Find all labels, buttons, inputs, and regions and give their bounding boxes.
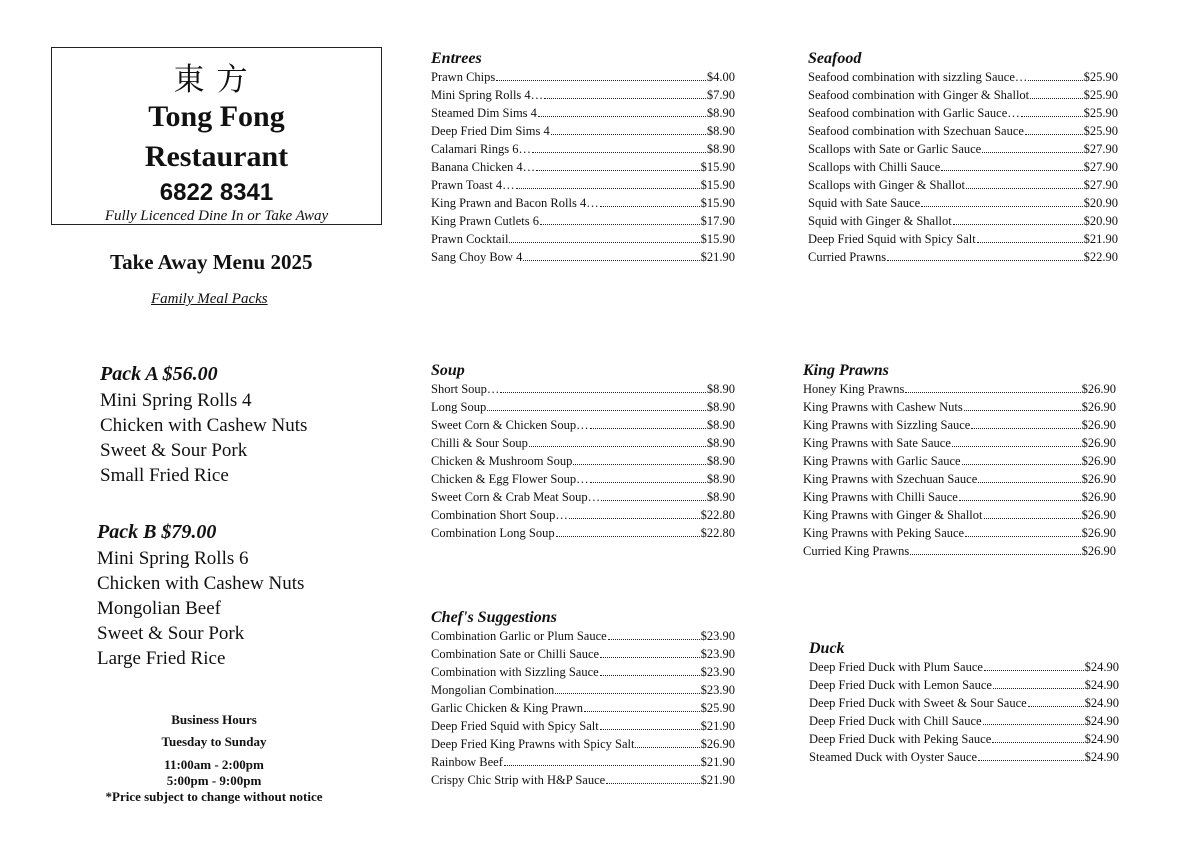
menu-item-price: $20.90 xyxy=(1083,196,1118,210)
menu-item-name: Chicken & Egg Flower Soup… xyxy=(431,472,589,486)
dot-leader xyxy=(977,242,1083,243)
menu-item-row xyxy=(431,106,735,124)
menu-item-row xyxy=(809,660,1119,678)
dot-leader xyxy=(964,410,1081,411)
dot-leader xyxy=(1028,80,1082,81)
menu-item-row xyxy=(808,106,1118,124)
dot-leader xyxy=(540,224,700,225)
pack-item: Large Fried Rice xyxy=(97,648,226,669)
menu-item-price: $24.90 xyxy=(1084,696,1119,710)
menu-item-price: $23.90 xyxy=(700,647,735,661)
menu-item-name: Mini Spring Rolls 4… xyxy=(431,88,544,102)
hours-heading: Business Hours xyxy=(171,712,257,727)
dot-leader xyxy=(600,657,700,658)
menu-item-row xyxy=(431,436,735,454)
dot-leader xyxy=(978,482,1080,483)
menu-item-row xyxy=(431,232,735,250)
menu-item-row xyxy=(431,88,735,106)
menu-item-name: Rainbow Beef xyxy=(431,755,503,769)
dot-leader xyxy=(971,428,1080,429)
dot-leader xyxy=(1025,134,1083,135)
menu-item-price: $25.90 xyxy=(700,701,735,715)
menu-item-name: Steamed Dim Sims 4 xyxy=(431,106,537,120)
menu-item-row xyxy=(808,232,1118,250)
dot-leader xyxy=(1028,706,1084,707)
dot-leader xyxy=(982,152,1082,153)
menu-item-row xyxy=(803,490,1116,508)
menu-item-price: $26.90 xyxy=(1081,454,1116,468)
dot-leader xyxy=(590,482,706,483)
dot-leader xyxy=(544,98,706,99)
menu-item-row xyxy=(431,178,735,196)
menu-item-row xyxy=(808,142,1118,160)
menu-item-price: $8.90 xyxy=(706,106,735,120)
menu-item-price: $26.90 xyxy=(1081,382,1116,396)
menu-item-name: Sang Choy Bow 4 xyxy=(431,250,523,264)
menu-item-price: $8.90 xyxy=(706,436,735,450)
menu-item-price: $23.90 xyxy=(700,665,735,679)
menu-item-name: King Prawns with Sate Sauce xyxy=(803,436,951,450)
dot-leader xyxy=(910,554,1080,555)
dot-leader xyxy=(941,170,1082,171)
menu-item-name: Combination with Sizzling Sauce xyxy=(431,665,599,679)
pack-item: Mongolian Beef xyxy=(97,598,222,619)
menu-item-price: $26.90 xyxy=(1081,526,1116,540)
dot-leader xyxy=(921,206,1082,207)
menu-item-row xyxy=(803,526,1116,544)
menu-item-name: Crispy Chic Strip with H&P Sauce xyxy=(431,773,606,787)
section-entrees xyxy=(431,50,735,268)
menu-item-price: $21.90 xyxy=(700,755,735,769)
dot-leader xyxy=(965,536,1081,537)
dot-leader xyxy=(538,116,706,117)
menu-item-price: $27.90 xyxy=(1083,160,1118,174)
menu-item-name: Banana Chicken 4… xyxy=(431,160,536,174)
menu-item-row xyxy=(431,250,735,268)
section-title: Entrees xyxy=(431,50,482,67)
menu-item-price: $7.90 xyxy=(706,88,735,102)
hours-lunch: 11:00am - 2:00pm xyxy=(164,757,264,772)
menu-item-row xyxy=(431,647,735,665)
tagline: Fully Licenced Dine In or Take Away xyxy=(104,208,329,224)
menu-item-row xyxy=(431,755,735,773)
menu-item-price: $26.90 xyxy=(1081,472,1116,486)
pack-item: Chicken with Cashew Nuts xyxy=(100,415,308,436)
phone-number: 6822 8341 xyxy=(159,179,274,206)
dot-leader xyxy=(590,428,706,429)
menu-item-price: $24.90 xyxy=(1084,714,1119,728)
menu-item-row xyxy=(431,418,735,436)
menu-item-price: $15.90 xyxy=(700,196,735,210)
dot-leader xyxy=(600,675,700,676)
menu-item-price: $21.90 xyxy=(1083,232,1118,246)
menu-item-price: $26.90 xyxy=(1081,544,1116,558)
menu-item-row xyxy=(431,773,735,791)
menu-item-price: $26.90 xyxy=(700,737,735,751)
dot-leader xyxy=(573,464,706,465)
menu-item-price: $24.90 xyxy=(1084,732,1119,746)
dot-leader xyxy=(606,783,699,784)
menu-item-row xyxy=(808,160,1118,178)
menu-item-name: Mongolian Combination xyxy=(431,683,555,697)
menu-item-name: Seafood combination with Szechuan Sauce xyxy=(808,124,1024,138)
menu-item-row xyxy=(431,400,735,418)
menu-item-name: King Prawns with Cashew Nuts xyxy=(803,400,963,414)
menu-item-price: $21.90 xyxy=(700,250,735,264)
menu-item-price: $25.90 xyxy=(1083,124,1118,138)
section-king-prawns xyxy=(803,362,1116,562)
section-soup xyxy=(431,362,735,544)
menu-item-row xyxy=(803,436,1116,454)
menu-item-name: Squid with Sate Sauce xyxy=(808,196,921,210)
menu-item-row xyxy=(809,750,1119,768)
pack-item: Sweet & Sour Pork xyxy=(100,440,248,461)
section-title: Duck xyxy=(809,640,845,657)
hours-days: Tuesday to Sunday xyxy=(161,734,267,749)
menu-item-price: $26.90 xyxy=(1081,436,1116,450)
pack-title: Pack A $56.00 xyxy=(100,363,218,385)
menu-item-price: $22.80 xyxy=(700,526,735,540)
menu-item-row xyxy=(809,714,1119,732)
hours-dinner: 5:00pm - 9:00pm xyxy=(166,773,262,788)
menu-item-row xyxy=(808,88,1118,106)
menu-item-price: $8.90 xyxy=(706,124,735,138)
dot-leader xyxy=(984,670,1084,671)
menu-item-row xyxy=(431,508,735,526)
menu-item-name: Deep Fried Duck with Sweet & Sour Sauce xyxy=(809,696,1027,710)
menu-item-row xyxy=(803,508,1116,526)
menu-item-name: Combination Long Soup xyxy=(431,526,555,540)
menu-item-row xyxy=(431,70,735,88)
business-hours xyxy=(84,709,344,805)
menu-item-name: King Prawns with Garlic Sauce xyxy=(803,454,961,468)
dot-leader xyxy=(569,518,700,519)
menu-item-name: Steamed Duck with Oyster Sauce xyxy=(809,750,978,764)
menu-item-name: Combination Short Soup… xyxy=(431,508,568,522)
dot-leader xyxy=(608,639,700,640)
pack-title: Pack B $79.00 xyxy=(97,521,217,543)
dot-leader xyxy=(959,500,1081,501)
menu-item-price: $21.90 xyxy=(700,773,735,787)
menu-item-price: $24.90 xyxy=(1084,678,1119,692)
menu-item-name: Chilli & Sour Soup xyxy=(431,436,528,450)
menu-item-price: $8.90 xyxy=(706,472,735,486)
menu-item-row xyxy=(808,250,1118,268)
menu-item-name: King Prawn and Bacon Rolls 4… xyxy=(431,196,599,210)
dot-leader xyxy=(1021,116,1083,117)
menu-item-row xyxy=(809,732,1119,750)
dot-leader xyxy=(1030,98,1082,99)
menu-item-name: Deep Fried Duck with Plum Sauce xyxy=(809,660,983,674)
menu-item-price: $8.90 xyxy=(706,400,735,414)
pack-item: Chicken with Cashew Nuts xyxy=(97,573,305,594)
section-title: Soup xyxy=(431,362,465,379)
menu-item-name: King Prawn Cutlets 6 xyxy=(431,214,539,228)
menu-item-name: Calamari Rings 6… xyxy=(431,142,531,156)
menu-item-name: Short Soup… xyxy=(431,382,500,396)
menu-item-name: Sweet Corn & Chicken Soup… xyxy=(431,418,589,432)
menu-item-name: Scallops with Chilli Sauce xyxy=(808,160,941,174)
menu-item-price: $15.90 xyxy=(700,178,735,192)
pack-item: Small Fried Rice xyxy=(100,465,229,486)
menu-item-name: Scallops with Sate or Garlic Sauce xyxy=(808,142,982,156)
dot-leader xyxy=(555,693,699,694)
menu-item-name: Honey King Prawns xyxy=(803,382,905,396)
dot-leader xyxy=(887,260,1083,261)
pack-item: Mini Spring Rolls 4 xyxy=(100,390,252,411)
menu-item-price: $26.90 xyxy=(1081,490,1116,504)
menu-item-row xyxy=(431,629,735,647)
menu-item-name: Deep Fried King Prawns with Spicy Salt xyxy=(431,737,635,751)
menu-item-name: Prawn Cocktail xyxy=(431,232,509,246)
menu-item-name: King Prawns with Sizzling Sauce xyxy=(803,418,971,432)
menu-item-price: $24.90 xyxy=(1084,750,1119,764)
menu-item-name: King Prawns with Peking Sauce xyxy=(803,526,965,540)
menu-item-price: $17.90 xyxy=(700,214,735,228)
menu-item-price: $4.00 xyxy=(706,70,735,84)
restaurant-logo-box xyxy=(51,47,382,225)
menu-item-price: $25.90 xyxy=(1083,106,1118,120)
pack-b xyxy=(97,521,304,671)
menu-item-price: $25.90 xyxy=(1083,70,1118,84)
menu-item-name: Long Soup xyxy=(431,400,487,414)
menu-item-row xyxy=(431,526,735,544)
menu-item-price: $23.90 xyxy=(700,629,735,643)
menu-item-name: King Prawns with Szechuan Sauce xyxy=(803,472,978,486)
menu-item-price: $27.90 xyxy=(1083,178,1118,192)
menu-item-name: Deep Fried Duck with Lemon Sauce xyxy=(809,678,992,692)
dot-leader xyxy=(962,464,1081,465)
dot-leader xyxy=(500,392,705,393)
dot-leader xyxy=(953,224,1083,225)
menu-item-price: $8.90 xyxy=(706,142,735,156)
menu-item-row xyxy=(431,160,735,178)
menu-item-name: Garlic Chicken & King Prawn xyxy=(431,701,584,715)
dot-leader xyxy=(496,80,706,81)
menu-item-price: $26.90 xyxy=(1081,418,1116,432)
menu-item-name: Combination Sate or Chilli Sauce xyxy=(431,647,600,661)
menu-item-row xyxy=(803,454,1116,472)
menu-item-row xyxy=(431,719,735,737)
menu-item-price: $22.90 xyxy=(1083,250,1118,264)
menu-item-price: $8.90 xyxy=(706,454,735,468)
section-title: Chef's Suggestions xyxy=(431,609,557,626)
menu-item-name: Deep Fried Squid with Spicy Salt xyxy=(431,719,599,733)
dot-leader xyxy=(536,170,699,171)
price-note: *Price subject to change without notice xyxy=(105,789,323,804)
restaurant-name-line1: Tong Fong xyxy=(148,100,285,133)
section-title: King Prawns xyxy=(803,362,889,379)
dot-leader xyxy=(504,765,700,766)
menu-item-name: Seafood combination with Garlic Sauce… xyxy=(808,106,1020,120)
menu-item-name: Seafood combination with Ginger & Shallot xyxy=(808,88,1030,102)
menu-item-row xyxy=(431,382,735,400)
dot-leader xyxy=(509,242,699,243)
menu-item-row xyxy=(431,490,735,508)
menu-item-row xyxy=(431,454,735,472)
pack-a xyxy=(100,363,307,488)
menu-item-name: King Prawns with Chilli Sauce xyxy=(803,490,958,504)
menu-item-name: Combination Garlic or Plum Sauce xyxy=(431,629,607,643)
menu-item-price: $8.90 xyxy=(706,490,735,504)
menu-item-name: Squid with Ginger & Shallot xyxy=(808,214,952,228)
menu-item-price: $26.90 xyxy=(1081,508,1116,522)
menu-item-name: Curried Prawns xyxy=(808,250,887,264)
menu-item-row xyxy=(431,472,735,490)
section-duck xyxy=(809,640,1119,768)
menu-item-name: Prawn Chips xyxy=(431,70,496,84)
menu-item-row xyxy=(808,178,1118,196)
pack-item: Mini Spring Rolls 6 xyxy=(97,548,249,569)
menu-item-row xyxy=(431,665,735,683)
pack-item: Sweet & Sour Pork xyxy=(97,623,245,644)
dot-leader xyxy=(952,446,1081,447)
menu-item-price: $8.90 xyxy=(706,382,735,396)
menu-item-price: $26.90 xyxy=(1081,400,1116,414)
dot-leader xyxy=(529,446,706,447)
menu-item-price: $22.80 xyxy=(700,508,735,522)
dot-leader xyxy=(635,747,699,748)
menu-item-row xyxy=(803,472,1116,490)
menu-item-name: Seafood combination with sizzling Sauce… xyxy=(808,70,1028,84)
menu-item-name: King Prawns with Ginger & Shallot xyxy=(803,508,983,522)
menu-title: Take Away Menu 2025 xyxy=(110,250,313,274)
section-chefs-suggestions xyxy=(431,609,735,791)
menu-item-name: Scallops with Ginger & Shallot xyxy=(808,178,965,192)
menu-item-row xyxy=(431,142,735,160)
dot-leader xyxy=(905,392,1080,393)
dot-leader xyxy=(556,536,700,537)
menu-item-row xyxy=(431,124,735,142)
dot-leader xyxy=(984,518,1081,519)
menu-item-row xyxy=(431,701,735,719)
dot-leader xyxy=(516,188,700,189)
menu-item-price: $24.90 xyxy=(1084,660,1119,674)
menu-item-price: $25.90 xyxy=(1083,88,1118,102)
menu-item-row xyxy=(808,214,1118,232)
menu-item-row xyxy=(431,214,735,232)
menu-item-row xyxy=(803,544,1116,562)
dot-leader xyxy=(600,206,700,207)
chinese-name: 東方 xyxy=(173,62,260,98)
menu-item-row xyxy=(803,382,1116,400)
restaurant-name-line2: Restaurant xyxy=(144,140,289,173)
menu-item-name: Deep Fried Duck with Peking Sauce xyxy=(809,732,992,746)
dot-leader xyxy=(551,134,706,135)
dot-leader xyxy=(600,729,700,730)
menu-item-name: Prawn Toast 4… xyxy=(431,178,515,192)
section-title: Seafood xyxy=(808,50,862,67)
family-packs-heading: Family Meal Packs xyxy=(151,291,268,307)
menu-item-row xyxy=(809,696,1119,714)
menu-item-row xyxy=(431,196,735,214)
dot-leader xyxy=(532,152,706,153)
menu-item-name: Chicken & Mushroom Soup xyxy=(431,454,573,468)
dot-leader xyxy=(983,724,1084,725)
menu-item-name: Deep Fried Dim Sims 4 xyxy=(431,124,550,138)
menu-item-price: $20.90 xyxy=(1083,214,1118,228)
menu-item-row xyxy=(809,678,1119,696)
menu-item-price: $21.90 xyxy=(700,719,735,733)
dot-leader xyxy=(966,188,1083,189)
menu-item-name: Deep Fried Duck with Chill Sauce xyxy=(809,714,982,728)
section-seafood xyxy=(808,50,1118,268)
menu-item-name: Curried King Prawns xyxy=(803,544,910,558)
dot-leader xyxy=(523,260,699,261)
dot-leader xyxy=(487,410,706,411)
menu-item-name: Sweet Corn & Crab Meat Soup… xyxy=(431,490,601,504)
menu-item-name: Deep Fried Squid with Spicy Salt xyxy=(808,232,976,246)
dot-leader xyxy=(601,500,706,501)
dot-leader xyxy=(584,711,700,712)
menu-item-price: $15.90 xyxy=(700,232,735,246)
menu-item-row xyxy=(808,70,1118,88)
dot-leader xyxy=(993,688,1084,689)
menu-item-price: $23.90 xyxy=(700,683,735,697)
menu-item-row xyxy=(803,400,1116,418)
menu-item-row xyxy=(808,196,1118,214)
menu-item-price: $8.90 xyxy=(706,418,735,432)
menu-item-row xyxy=(431,737,735,755)
menu-item-price: $27.90 xyxy=(1083,142,1118,156)
dot-leader xyxy=(978,760,1084,761)
menu-item-row xyxy=(803,418,1116,436)
dot-leader xyxy=(992,742,1083,743)
menu-item-row xyxy=(808,124,1118,142)
menu-item-price: $15.90 xyxy=(700,160,735,174)
menu-item-row xyxy=(431,683,735,701)
